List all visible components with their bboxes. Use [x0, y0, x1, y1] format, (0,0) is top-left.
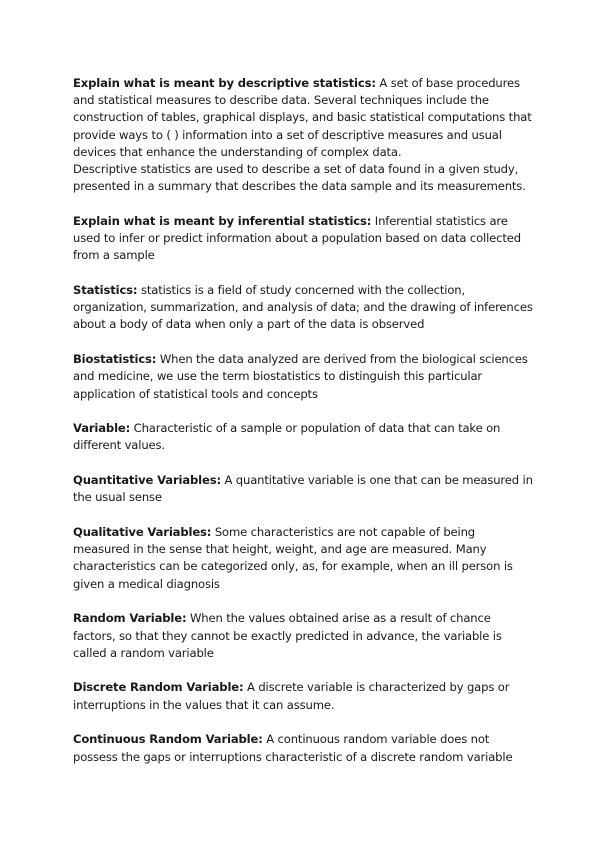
term-continuous-random-variable: Continuous Random Variable:	[73, 732, 263, 747]
entry-random-variable	[73, 610, 533, 662]
term-quantitative-variables: Quantitative Variables:	[73, 473, 221, 488]
definition-inferential-statistics: Inferential statistics are used to infer or predict information about a population based on data collected from a sample	[73, 213, 521, 263]
definition-quantitative-variables: A quantitative variable is one that can be measured in the usual sense	[73, 473, 533, 505]
definition-biostatistics: When the data analyzed are derived from the biological sciences and medicine, we use the term biostatistics to distinguish this particular application of statistical tools and concepts	[73, 352, 528, 401]
term-variable: Variable:	[73, 421, 131, 436]
entry-descriptive-statistics	[73, 75, 533, 195]
definition-descriptive-statistics-extra: Descriptive statistics are used to describe a set of data found in a given study, presented in a summary that describes the data sample and its measurements.	[73, 162, 526, 194]
definition-qualitative-variables: Some characteristics are not capable of being measured in the sense that height, weight, and age are measured. Many characteristics can be categorized only, as, for example, when an ill person is given a medical diagnosis	[73, 525, 513, 591]
definition-discrete-random-variable: A discrete variable is characterized by gaps or interruptions in the values that it can assume.	[73, 680, 510, 712]
entry-qualitative-variables	[73, 524, 533, 593]
term-descriptive-statistics: Explain what is meant by descriptive statistics:	[73, 76, 376, 90]
entry-quantitative-variables	[73, 472, 533, 506]
definition-random-variable: When the values obtained arise as a result of chance factors, so that they cannot be exactly predicted in advance, the variable is called a random variable	[73, 611, 502, 660]
term-biostatistics: Biostatistics:	[73, 352, 157, 367]
term-qualitative-variables: Qualitative Variables:	[73, 525, 212, 540]
entry-statistics	[73, 282, 533, 334]
term-inferential-statistics: Explain what is meant by inferential statistics:	[73, 213, 372, 228]
term-discrete-random-variable: Discrete Random Variable:	[73, 680, 244, 695]
entry-biostatistics	[73, 351, 533, 403]
entry-continuous-random-variable	[73, 731, 533, 765]
term-statistics: Statistics:	[73, 283, 138, 298]
entry-discrete-random-variable	[73, 679, 533, 713]
definition-statistics: statistics is a field of study concerned with the collection, organization, summarization, and analysis of data; and the drawing of inferences about a body of data when only a part of the data is observed	[73, 283, 533, 332]
definition-continuous-random-variable: A continuous random variable does not possess the gaps or interruptions characteristic of a discrete random variable	[73, 732, 513, 764]
definition-descriptive-statistics: A set of base procedures and statistical measures to describe data. Several techniques include the construction of tables, graphical displays, and basic statistical computations that provide ways to ( ) information into a set of descriptive measures and usual devices that enhance the understanding of complex data.	[73, 76, 532, 159]
term-random-variable: Random Variable:	[73, 611, 187, 626]
document-page	[73, 75, 533, 783]
definition-variable: Characteristic of a sample or population of data that can take on different values.	[73, 421, 501, 453]
entry-variable	[73, 420, 533, 454]
entry-inferential-statistics	[73, 213, 533, 265]
